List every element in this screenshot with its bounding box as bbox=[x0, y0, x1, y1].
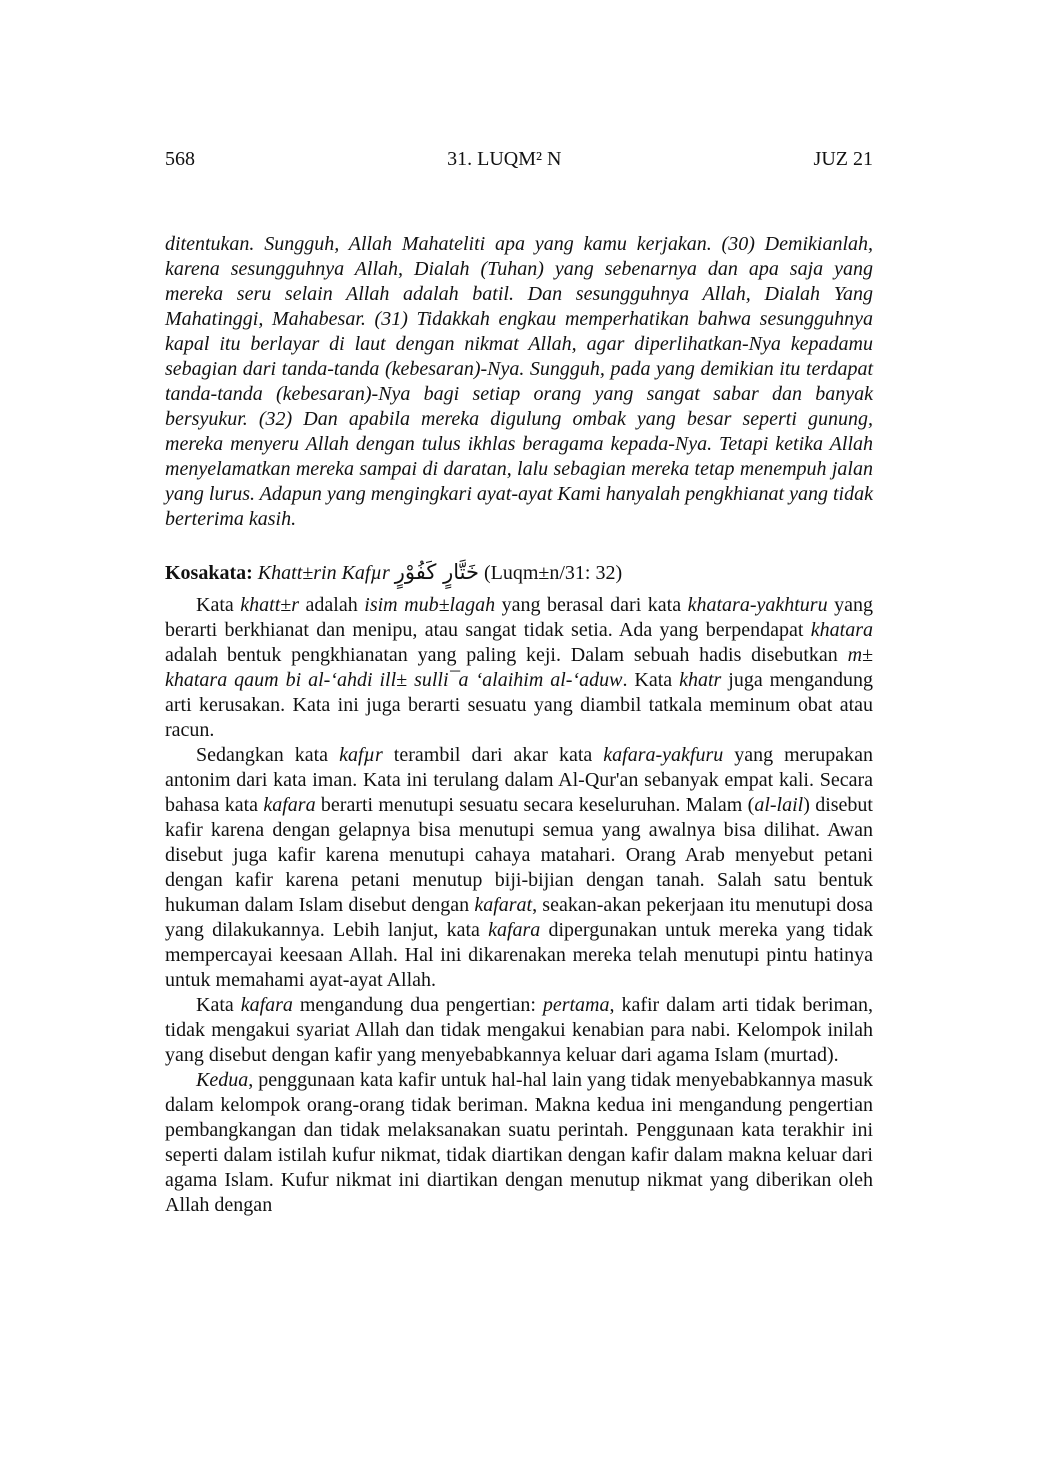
juz-label: JUZ 21 bbox=[813, 148, 873, 170]
italic-term: kafara-yakfuru bbox=[603, 744, 724, 766]
text-run: mengandung dua pengertian: bbox=[292, 994, 543, 1016]
kosakata-heading bbox=[165, 555, 873, 590]
page-body bbox=[165, 232, 873, 1218]
text-run: , penggunaan kata kafir untuk hal-hal lain yang tidak menyebabkannya masuk dalam kelompok orang-orang tidak beriman. Makna kedua ini mengandung pengertian pembangkangan dan tidak melaksanakan suatu perintah. Penggunaan kata terakhir ini seperti dalam istilah kufur nikmat, tidak diartikan dengan kafir dalam makna keluar dari agama Islam. Kufur nikmat ini diartikan dengan menutup nikmat yang diberikan oleh Allah dengan bbox=[165, 1069, 874, 1216]
text-run: terambil dari akar kata bbox=[382, 744, 604, 766]
text-run: , seakan-akan pekerjaan itu menutupi dosa yang dilakukannya. Lebih lanjut, kata bbox=[165, 894, 874, 941]
text-run: . Kata bbox=[622, 669, 680, 691]
verse-translation: ditentukan. Sungguh, Allah Mahateliti apa yang kamu kerjakan. (30) Demikianlah, karena sesungguhnya Allah, Dialah (Tuhan) yang sebenarnya dan apa saja yang mereka seru selain Allah adalah batil. Dan sesungguhnya Allah, Dialah Yang Mahatinggi, Mahabesar. (31) Tidakkah engkau memperhatikan bahwa sesungguhnya kapal itu berlayar di laut dengan nikmat Allah, agar diperlihatkan-Nya kepadamu sebagian dari tanda-tanda (kebesaran)-Nya. Sungguh, pada yang demikian itu terdapat tanda-tanda (kebesaran)-Nya bagi setiap orang yang sangat sabar dan banyak bersyukur. (32) Dan apabila mereka digulung ombak yang besar seperti gunung, mereka menyeru Allah dengan tulus ikhlas beragama kepada-Nya. Tetapi ketika Allah menyelamatkan mereka sampai di daratan, lalu sebagian mereka tetap menempuh jalan yang lurus. Adapun yang mengingkari ayat-ayat Kami hanyalah pengkhianat yang tidak berterima kasih. bbox=[165, 233, 873, 530]
surah-title: 31. LUQM² N bbox=[447, 148, 562, 170]
italic-term: kafara bbox=[240, 994, 293, 1016]
paragraph-two-meanings bbox=[165, 993, 873, 1068]
text-run: adalah bentuk pengkhianatan yang paling keji. Dalam sebuah hadis disebutkan bbox=[165, 644, 848, 666]
text-run: dipergunakan untuk mereka yang tidak mempercayai keesaan Allah. Hal ini dikarenakan mereka telah menutupi pintu hatinya untuk memahami ayat-ayat Allah. bbox=[165, 919, 873, 991]
italic-term: kafara bbox=[488, 919, 541, 941]
kosakata-arabic: خَتَّارٍ كَفُوْرٍ bbox=[394, 560, 479, 584]
text-run: adalah bbox=[299, 594, 365, 616]
italic-term: khatara bbox=[810, 619, 873, 641]
text-run: Sedangkan kata bbox=[196, 744, 340, 766]
italic-term: Kedua bbox=[196, 1069, 249, 1091]
kosakata-term: Khatt±rin Kafµr bbox=[257, 562, 390, 584]
italic-term: isim mub±lagah bbox=[364, 594, 496, 616]
running-header bbox=[165, 146, 873, 172]
italic-term: kafµr bbox=[339, 744, 383, 766]
paragraph-kafur bbox=[165, 743, 873, 993]
text-run: berarti menutupi sesuatu secara keseluruhan. Malam ( bbox=[315, 794, 755, 816]
paragraph-second-meaning bbox=[165, 1068, 873, 1218]
paragraph-khattar bbox=[165, 593, 873, 743]
italic-term: pertama bbox=[542, 994, 610, 1016]
text-run: yang merupakan antonim dari kata iman. Kata ini terulang dalam Al-Qur'an sebanyak empat kali. Secara bahasa kata bbox=[165, 744, 873, 816]
italic-term: khatt±r bbox=[240, 594, 300, 616]
text-run: Kata bbox=[196, 594, 241, 616]
text-run: juga mengandung arti kerusakan. Kata ini juga berarti sesuatu yang diambil tatkala meminum obat atau racun. bbox=[165, 669, 873, 741]
kosakata-label: Kosakata: bbox=[165, 562, 253, 584]
text-run: , kafir dalam arti tidak beriman, tidak mengakui syariat Allah dan tidak mengakui kenabian para nabi. Kelompok inilah yang disebut dengan kafir yang menyebabkannya keluar dari agama Islam (murtad). bbox=[165, 994, 873, 1066]
italic-term: al-lail bbox=[754, 794, 804, 816]
text-run: yang berasal dari kata bbox=[495, 594, 688, 616]
text-run: yang berarti berkhianat dan menipu, atau sangat tidak setia. Ada yang berpendapat bbox=[165, 594, 873, 641]
page-number: 568 bbox=[165, 148, 195, 170]
italic-term: kafarat bbox=[474, 894, 533, 916]
italic-term: khatr bbox=[679, 669, 722, 691]
kosakata-reference: (Luqm±n/31: 32) bbox=[483, 562, 623, 584]
italic-term: khatara-yakhturu bbox=[687, 594, 828, 616]
text-run: ) disebut kafir karena dengan gelapnya bisa menutupi semua yang awalnya bisa dilihat. Awan disebut juga kafir karena menutupi cahaya matahari. Orang Arab menyebut petani dengan kafir karena petani menutup biji-bijian dengan tanah. Salah satu bentuk hukuman dalam Islam disebut dengan bbox=[165, 794, 873, 916]
text-run: Kata bbox=[196, 994, 241, 1016]
italic-term: m± khatara qaum bi al-‘ahdi ill± sulli¯a ‘alaihim al-‘aduw bbox=[165, 644, 873, 691]
italic-term: kafara bbox=[263, 794, 316, 816]
